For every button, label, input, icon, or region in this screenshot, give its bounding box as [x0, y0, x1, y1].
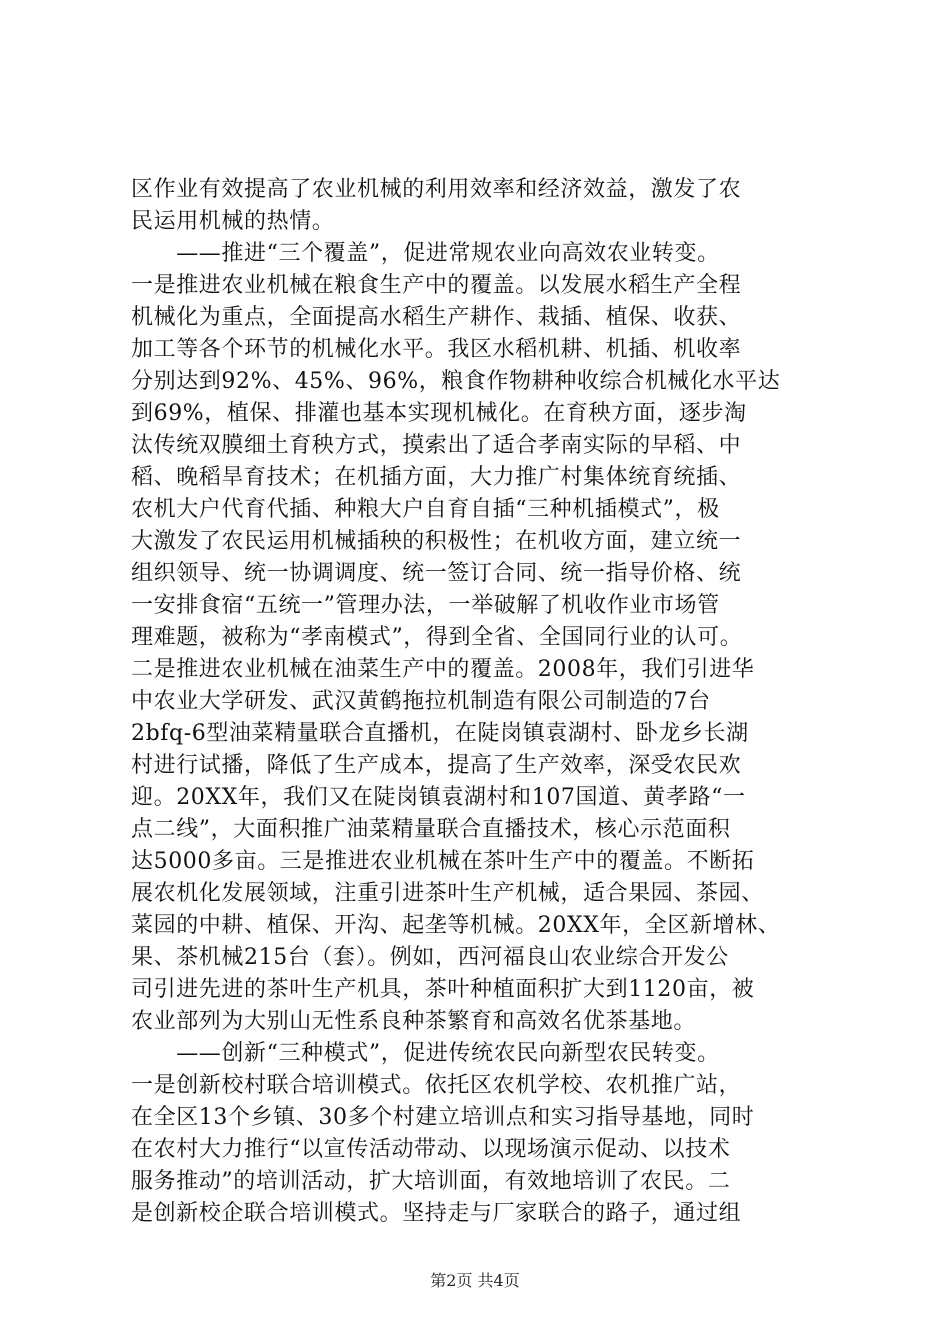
- text-line: 中农业大学研发、武汉黄鹤拖拉机制造有限公司制造的7台: [131, 689, 711, 714]
- text-line: 展农机化发展领域，注重引进茶叶生产机械，适合果园、茶园、: [131, 881, 764, 906]
- text-line: 司引进先进的茶叶生产机具，茶叶种植面积扩大到1120亩，被: [131, 977, 755, 1002]
- text-line: 区作业有效提高了农业机械的利用效率和经济效益，激发了农: [131, 177, 742, 202]
- text-line: 分别达到92%、45%、96%，粮食作物耕种收综合机械化水平达: [131, 369, 781, 394]
- text-line: 在农村大力推行“以宣传活动带动、以现场演示促动、以技术: [131, 1137, 731, 1162]
- body-text: [131, 174, 831, 1230]
- text-line: 一是推进农业机械在粮食生产中的覆盖。以发展水稻生产全程: [131, 273, 742, 298]
- text-line: 是创新校企联合培训模式。坚持走与厂家联合的路子，通过组: [131, 1201, 742, 1226]
- text-line: 汰传统双膜细土育秧方式，摸索出了适合孝南实际的早稻、中: [131, 433, 742, 458]
- text-line: 农业部列为大别山无性系良种茶繁育和高效名优茶基地。: [131, 1009, 697, 1034]
- text-line: 一安排食宿“五统一”管理办法，一举破解了机收作业市场管: [131, 593, 720, 618]
- text-line: ——创新“三种模式”，促进传统农民向新型农民转变。: [131, 1041, 720, 1066]
- text-line: 二是推进农业机械在油菜生产中的覆盖。2008年，我们引进华: [131, 657, 755, 682]
- text-line: 理难题，被称为“孝南模式”，得到全省、全国同行业的认可。: [131, 625, 743, 650]
- text-line: 组织领导、统一协调调度、统一签订合同、统一指导价格、统: [131, 561, 742, 586]
- page-footer: 第2页 共4页: [430, 1271, 520, 1290]
- text-line: 机械化为重点，全面提高水稻生产耕作、栽插、植保、收获、: [131, 305, 742, 330]
- text-line: 点二线”，大面积推广油菜精量联合直播技术，核心示范面积: [131, 817, 731, 842]
- text-line: 一是创新校村联合培训模式。依托区农机学校、农机推广站，: [131, 1073, 742, 1098]
- text-line: 到69%，植保、排灌也基本实现机械化。在育秧方面，逐步淘: [131, 401, 747, 426]
- text-line: 大激发了农民运用机械插秧的积极性；在机收方面，建立统一: [131, 529, 742, 554]
- text-line: 农机大户代育代插、种粮大户自育自插“三种机插模式”，极: [131, 497, 720, 522]
- text-line: ——推进“三个覆盖”，促进常规农业向高效农业转变。: [131, 241, 720, 266]
- text-line: 民运用机械的热情。: [131, 209, 335, 234]
- text-line: 迎。20XX年，我们又在陡岗镇袁湖村和107国道、黄孝路“一: [131, 785, 746, 810]
- text-line: 菜园的中耕、植保、开沟、起垄等机械。20XX年，全区新增林、: [131, 913, 781, 938]
- text-line: 2bfq-6型油菜精量联合直播机，在陡岗镇袁湖村、卧龙乡长湖: [131, 721, 749, 746]
- text-line: 村进行试播，降低了生产成本，提高了生产效率，深受农民欢: [131, 753, 742, 778]
- text-line: 稻、晚稻旱育技术；在机插方面，大力推广村集体统育统插、: [131, 465, 742, 490]
- text-line: 加工等各个环节的机械化水平。我区水稻机耕、机插、机收率: [131, 337, 742, 362]
- text-line: 在全区13个乡镇、30多个村建立培训点和实习指导基地，同时: [131, 1105, 755, 1130]
- text-line: 达5000多亩。三是推进农业机械在茶叶生产中的覆盖。不断拓: [131, 849, 755, 874]
- text-line: 果、茶机械215台（套）。例如，西河福良山农业综合开发公: [131, 945, 729, 970]
- text-line: 服务推动”的培训活动，扩大培训面，有效地培训了农民。二: [131, 1169, 731, 1194]
